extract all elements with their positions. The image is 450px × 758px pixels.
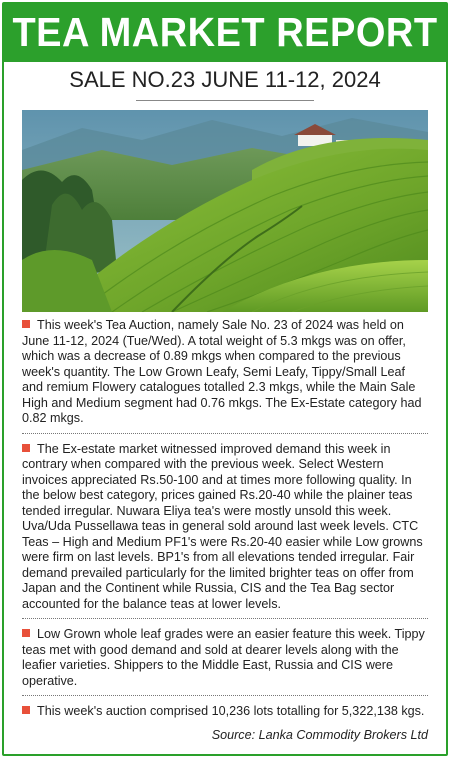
title-banner bbox=[4, 4, 446, 62]
bullet-square-icon bbox=[22, 629, 30, 637]
paragraph-low-grown: Low Grown whole leaf grades were an easier feature this week. Tippy teas met with good demand and sold at dearer levels along with the leafier varieties. Shippers to the Middle East, Russia and CIS were operative. bbox=[22, 627, 425, 688]
paragraph-lots-total: This week's auction comprised 10,236 lots totalling for 5,322,138 kgs. bbox=[22, 704, 428, 720]
tea-plantation-photo bbox=[22, 110, 428, 312]
dotted-divider bbox=[22, 618, 428, 619]
source-credit: Source: Lanka Commodity Brokers Ltd bbox=[211, 728, 428, 742]
paragraph-ex-estate-market: The Ex-estate market witnessed improved demand this week in contrary when compared with the previous week. Select Western invoices appreciated Rs.50-100 and at times more following quality. In the below best category, prices gained Rs.20-40 while the plainer teas tended irregular. Nuwara Eliya tea's were mostly unsold this week. Uva/Uda Pussellawa teas in general sold around last week levels. CTC Teas – High and Medium PF1's were Rs.20-40 easier while Low growns were firm on last levels. BP1's from all elevations tended irregular. Fair demand prevailed particularly for the limited brighter teas on offer from Japan and the Continent while Russia, CIS and the Tea Bag sector accounted for the balance teas at lower levels. bbox=[22, 441, 423, 611]
sale-subtitle: SALE NO.23 JUNE 11-12, 2024 bbox=[69, 67, 381, 92]
tea-plantation-illustration bbox=[22, 110, 428, 312]
report-body bbox=[22, 318, 428, 720]
paragraph-auction-summary: This week's Tea Auction, namely Sale No. 23 of 2024 was held on June 11-12, 2024 (Tue/Wed). A total weight of 5.3 mkgs was on offer, which was a decrease of 0.89 mkgs when compared to the previous week's quantity. The Low Grown Leafy, Semi Leafy, Tippy/Small Leaf and remium Flowery catalogues totalled 2.3 mkgs, while the Main Sale High and Medium segment had 0.76 mkgs. The Ex-Estate category had 0.82 mkgs. bbox=[22, 318, 422, 425]
report-title: TEA MARKET REPORT bbox=[12, 9, 438, 56]
dotted-divider bbox=[22, 695, 428, 696]
dotted-divider bbox=[22, 433, 428, 434]
bullet-square-icon bbox=[22, 444, 30, 452]
bullet-square-icon bbox=[22, 320, 30, 328]
bullet-square-icon bbox=[22, 706, 30, 714]
subtitle-divider bbox=[136, 100, 314, 101]
